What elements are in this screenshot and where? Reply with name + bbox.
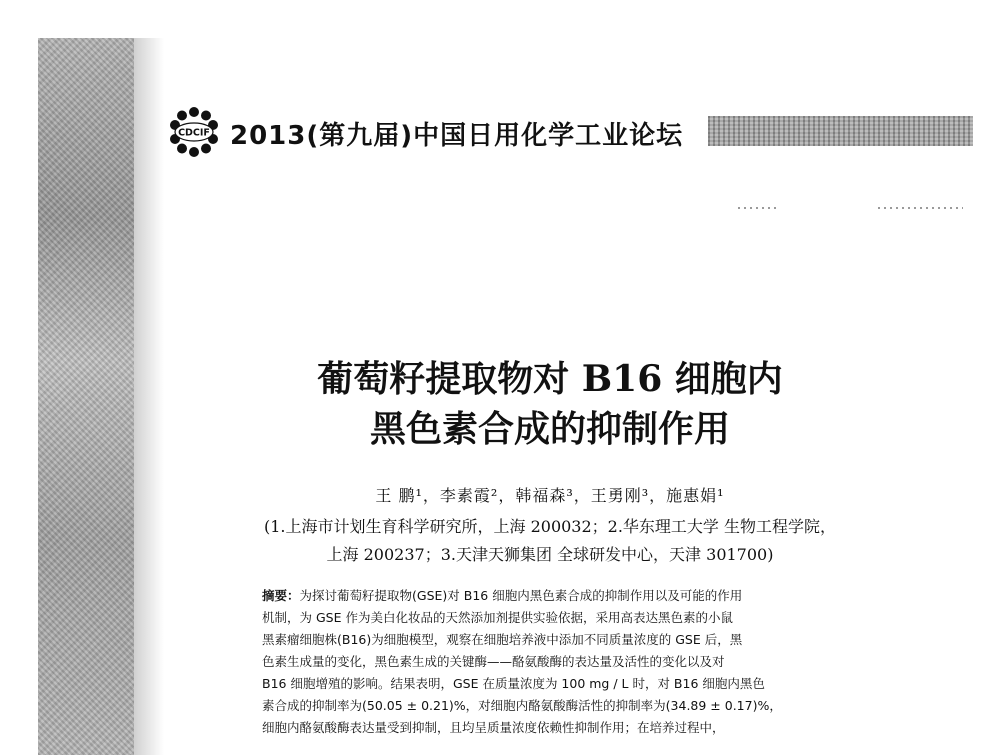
- abstract-line: [262, 585, 852, 607]
- dotted-rule: [738, 207, 778, 209]
- paper-title-line-1: 葡萄籽提取物对 B16 细胞内: [317, 358, 783, 400]
- abstract-text: 为探讨葡萄籽提取物(GSE)对 B16 细胞内黑色素合成的抑制作用以及可能的作用: [299, 588, 743, 603]
- abstract-line: 素合成的抑制率为(50.05 ± 0.21)%，对细胞内酪氨酸酶活性的抑制率为(34.89 ± 0.17)%，: [262, 698, 782, 713]
- affiliation-line-1: (1.上海市计划生育科学研究所，上海 200032；2.华东理工大学 生物工程学院，: [263, 517, 837, 536]
- paper-title: [200, 354, 900, 454]
- scan-shadow-strip: [38, 38, 134, 755]
- logo-text: CDCIF: [178, 127, 210, 139]
- dotted-rule: [878, 207, 963, 209]
- forum-header: [168, 106, 968, 158]
- abstract-line: 细胞内酪氨酸酶表达量受到抑制，且均呈质量浓度依赖性抑制作用；在培养过程中，: [262, 720, 725, 735]
- abstract-line: 机制，为 GSE 作为美白化妆品的天然添加剂提供实验依据，采用高表达黑色素的小鼠: [262, 610, 733, 625]
- abstract-line: 色素生成量的变化，黑色素生成的关键酶——酪氨酸酶的表达量及活性的变化以及对: [262, 654, 725, 669]
- abstract-label: 摘要：: [262, 588, 300, 603]
- abstract-line: 黑素瘤细胞株(B16)为细胞模型，观察在细胞培养液中添加不同质量浓度的 GSE 后，黑: [262, 632, 743, 647]
- paper-authors: 王 鹏¹，李素霞²，韩福森³，王勇刚³，施惠娟¹: [375, 486, 725, 505]
- affiliation-line-2: 上海 200237；3.天津天狮集团 全球研发中心，天津 301700): [326, 545, 774, 564]
- paper-affiliations: [200, 513, 900, 569]
- paper-title-line-2: 黑色素合成的抑制作用: [369, 408, 730, 450]
- forum-title: 2013(第九届)中国日用化学工业论坛: [230, 121, 684, 151]
- header-band-decoration: [708, 116, 973, 146]
- paper-abstract: [262, 585, 852, 739]
- abstract-line: B16 细胞增殖的影响。结果表明，GSE 在质量浓度为 100 mg / L 时，对 B16 细胞内黑色: [262, 676, 765, 691]
- cdcif-logo: [168, 106, 220, 158]
